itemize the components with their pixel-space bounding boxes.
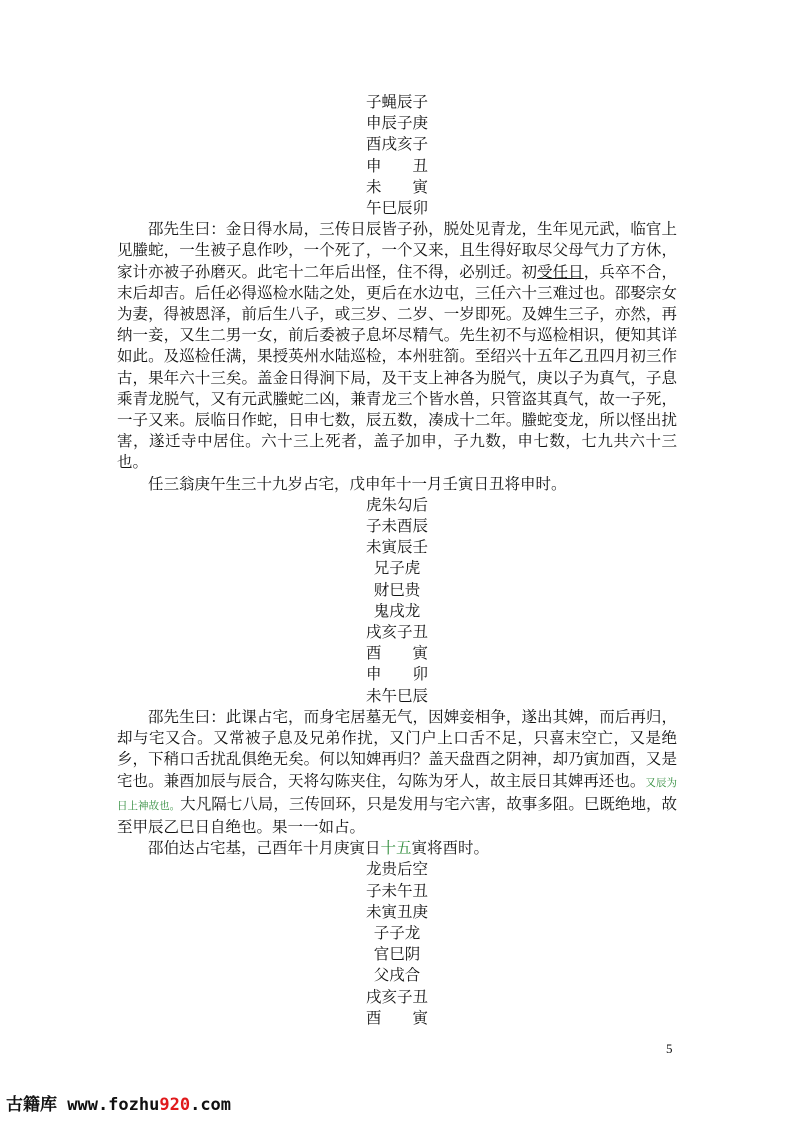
paragraph-ren-sanweng: 任三翁庚午生三十九岁占宅，戊申年十一月壬寅日丑将申时。: [148, 474, 567, 493]
block-line: 未午巳辰: [365, 686, 428, 705]
paragraph-text: ，兵卒不合，末后却吉。后任必得巡检水陆之处，更后在水边屯，三任六十三难过也。邵娶宗女为妻，得被恩泽，前后生八子，或三岁、二岁、一岁即死。及婢生三子，亦然，再纳一妾，又生二男一女，前后委被子息坏尽精气。先生初不与巡检相识，便知其详如此。及巡检任满，果授英州水陆巡检，本州驻箚。至绍兴十五年乙丑四月初三作古，果年六十三矣。盖金日得涧下局，及干支上神各为脱气，庚以子为真气，子息乘青龙脱气，又有元武螣蛇二凶，兼青龙三个皆水兽，只管盗其真气，故一子死，一子又来。辰临日作蛇，日申七数，辰五数，凑成十二年。螣蛇变龙，所以怪出扰害，遂迁寺中居住。六十三上死者，盖子加申，子九数，申七数，七九共六十三也。: [117, 262, 677, 472]
block-line: 财巳贵: [373, 580, 421, 599]
block-line: 虎朱勾后: [365, 495, 428, 514]
annotation-note: 又辰为日上神故也。: [117, 776, 677, 812]
annotation-green: 十五: [380, 839, 412, 858]
paragraph-text: 邵先生曰：此课占宅，而身宅居墓无气，因婢妾相争，遂出其婢，而后再归，却与宅又合。又常被子息及兄弟作扰，又门户上口舌不足，只喜末空亡，又是绝乡，下稍口舌扰乱俱绝无矣。何以知婢再归？盖天盘酉之阴神，却乃寅加酉，又是宅也。兼酉加辰与辰合，天将勾陈夹住，勾陈为牙人，故主辰日其婢再还也。: [117, 707, 677, 790]
block-line: 父戌合: [373, 966, 421, 985]
watermark-prefix: 古籍库 www.fozhu: [6, 1095, 160, 1115]
block-line: 未 寅: [365, 177, 428, 196]
paragraph-text: 大凡隔七八局，三传回环，只是发用与宅六害，故事多阻。巳既绝地，故至甲辰乙巳日自绝也。果一一如占。: [117, 794, 677, 836]
watermark-number: 920: [159, 1095, 191, 1115]
block-line: 酉 寅: [365, 1008, 428, 1027]
block-line: 酉 寅: [365, 644, 428, 663]
paragraph-text: 邵先生曰：金日得水局，三传日辰皆子孙，脱处见青龙，生年见元武，临官上见螣蛇，一生被子息作吵，一个死了，一个又来，且生得好取尽父母气力了方休，家计亦被子孙磨灭。此宅十二年后出怪，住不得，必别迁。初: [117, 220, 677, 281]
block-line: 官巳阴: [373, 945, 421, 964]
block-line: 子子龙: [373, 923, 421, 942]
block-line: 酉戌亥子: [365, 135, 428, 154]
paragraph-text: 邵伯达占宅基，己酉年十月庚寅日: [148, 839, 381, 858]
paragraph-shao-commentary-2: [117, 707, 677, 838]
block-line: 鬼戌龙: [373, 601, 421, 620]
paragraph-text: 寅将酉时。: [411, 839, 490, 858]
block-line: 戌亥子丑: [365, 987, 428, 1006]
divination-block-3: [117, 859, 677, 1029]
site-watermark: [6, 1090, 231, 1115]
page-number: 5: [666, 1041, 673, 1056]
block-line: 申 卯: [365, 665, 428, 684]
watermark-suffix: .com: [190, 1095, 232, 1115]
block-line: 午巳辰卯: [365, 199, 428, 218]
block-line: 未寅辰壬: [365, 538, 428, 557]
block-line: 申辰子庚: [365, 114, 428, 133]
block-line: 子蝇辰子: [365, 93, 428, 111]
block-line: 子未酉辰: [365, 517, 428, 536]
paragraph-shao-commentary-1: [117, 219, 677, 473]
block-line: 戌亥子丑: [365, 623, 428, 642]
block-line: 未寅丑庚: [365, 902, 428, 921]
underlined-text: 受任日: [537, 262, 584, 281]
divination-block-2: [117, 495, 677, 707]
block-line: 兄子虎: [373, 559, 421, 578]
block-line: 龙贵后空: [365, 860, 428, 879]
paragraph-shao-boda: [117, 838, 677, 859]
document-body: [117, 92, 677, 1029]
block-line: 子未午丑: [365, 881, 428, 900]
block-line: 申 丑: [365, 156, 428, 175]
divination-block-1: [117, 92, 677, 219]
